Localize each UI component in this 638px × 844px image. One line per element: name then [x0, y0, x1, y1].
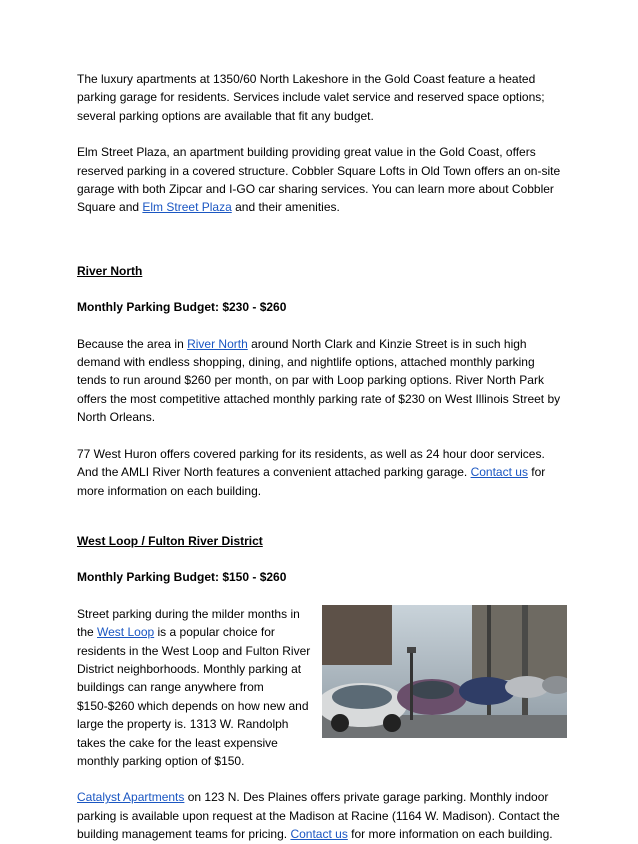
elm-street-plaza-link[interactable]: Elm Street Plaza [142, 200, 232, 215]
river-north-text-end: around North Clark and Kinzie Street is in such high demand with endless shopping, dining, and nightlife options, attached monthly parking tends to run around $260 per month, on par with Loop parking options. River North Park offers the most competitive attached monthly parking rate of $230 on West Illinois Street by North Orleans. [77, 336, 561, 425]
west-loop-heading: West Loop / Fulton River District [77, 533, 263, 548]
west-loop-budget: Monthly Parking Budget: $150 - $260 [77, 570, 287, 585]
west-loop-text-end: is a popular choice for residents in the West Loop and Fulton River District neighborhoods. Monthly parking at buildings can range anywhere from $150-$260 which depends on how new and large the property is. 1313 W. Randolph takes the cake for the least expensive monthly parking option of $150. [77, 625, 311, 768]
west-loop-paragraph-2 [77, 788, 567, 843]
west-loop-section [77, 605, 567, 771]
catalyst-apartments-link[interactable]: Catalyst Apartments [77, 790, 185, 805]
street-parking-photo [322, 605, 567, 738]
gold-coast-paragraph-1: The luxury apartments at 1350/60 North Lakeshore in the Gold Coast feature a heated parking garage for residents. Services include valet service and reserved space options; several parking options are available that fit any budget. [77, 72, 545, 123]
west-loop-text-2-end: for more information on each building. [347, 827, 553, 842]
river-north-link[interactable]: River North [187, 336, 248, 351]
contact-us-link[interactable]: Contact us [470, 465, 528, 480]
river-north-text-2-end: for more information on each building. [77, 465, 546, 498]
river-north-heading: River North [77, 263, 143, 278]
gold-coast-text-end: and their amenities. [231, 200, 340, 215]
west-loop-link[interactable]: West Loop [97, 625, 155, 640]
document-content [77, 70, 567, 844]
west-loop-text-2: on 123 N. Des Plaines offers private garage parking. Monthly indoor parking is available upon request at the Madison at Racine (1164 W. Madison). Contact the building management teams for pricing. [77, 790, 560, 842]
river-north-text: Because the area in [77, 336, 188, 351]
west-loop-text: Street parking during the milder months in the [77, 606, 300, 640]
contact-us-link-2[interactable]: Contact us [290, 827, 348, 842]
parked-cars-image [322, 605, 567, 738]
west-loop-paragraph-1 [77, 605, 315, 771]
gold-coast-paragraph-2 [77, 143, 567, 217]
river-north-text-2: 77 West Huron offers covered parking for its residents, as well as 24 hour door services. And the AMLI River North features a convenient attached parking garage. [77, 446, 545, 480]
river-north-paragraph-1 [77, 335, 567, 427]
river-north-paragraph-2 [77, 445, 567, 500]
river-north-budget: Monthly Parking Budget: $230 - $260 [77, 300, 287, 315]
gold-coast-text: Elm Street Plaza, an apartment building providing great value in the Gold Coast, offers reserved parking in a covered structure. Cobbler Square Lofts in Old Town offers an on-site garage with both Zipcar and I-GO car sharing services. You can learn more about Cobbler Square and [77, 145, 561, 215]
